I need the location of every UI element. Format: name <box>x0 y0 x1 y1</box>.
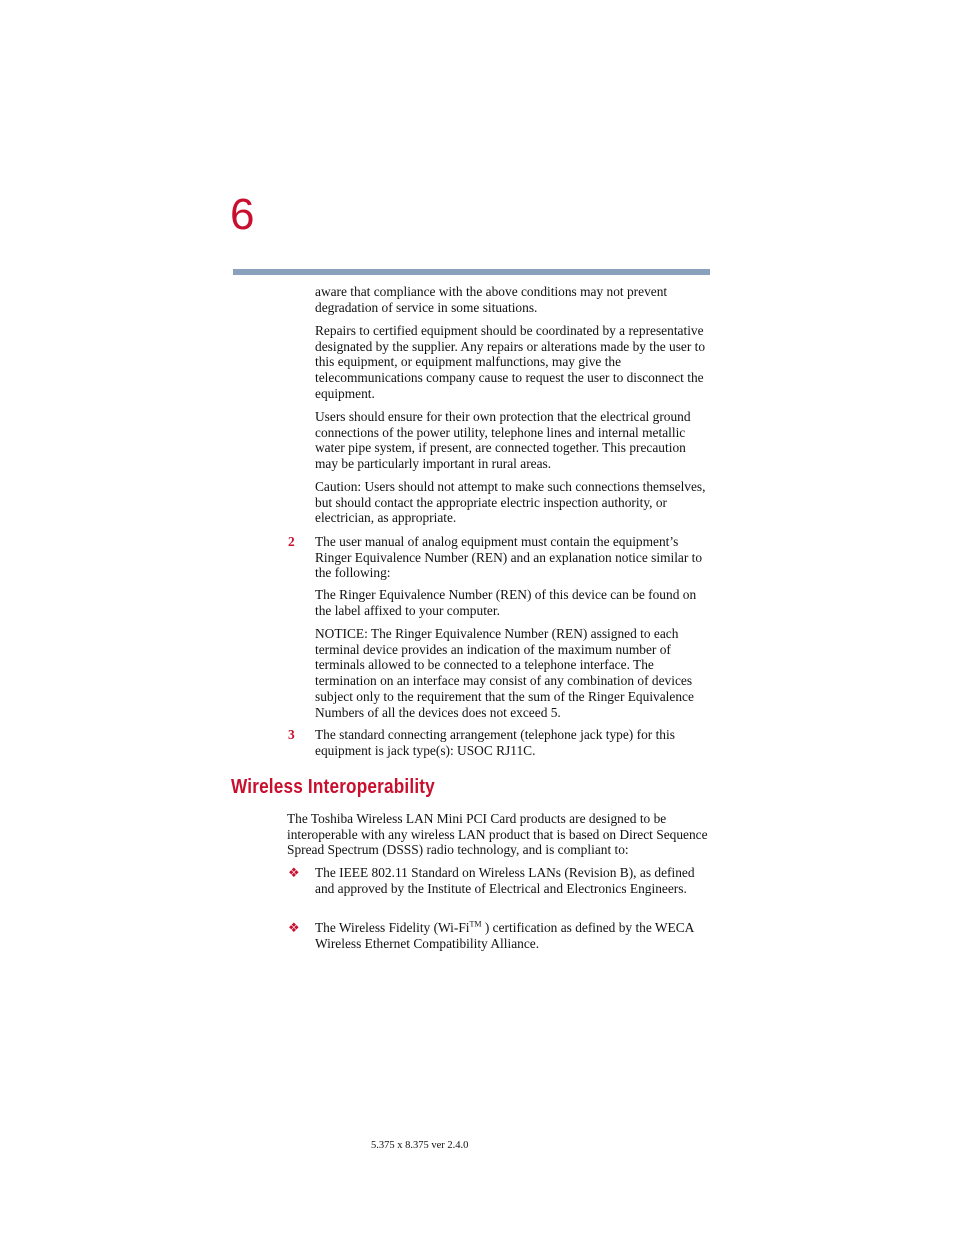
list-item-text: The user manual of analog equipment must contain the equipment’s Ringer Equivalence Number (REN) and an explanation notice similar to the following: <box>315 534 703 581</box>
bullet-text-after: ) certification as defined by the WECA Wireless Ethernet Compatibility Alliance. <box>315 920 694 951</box>
bullet-text-before: The Wireless Fidelity (Wi-Fi <box>315 920 470 935</box>
bullet-diamond-icon: ❖ <box>288 920 300 935</box>
page-number: 6 <box>230 190 255 239</box>
list-number: 2 <box>288 534 295 549</box>
paragraph-notice: NOTICE: The Ringer Equivalence Number (REN) assigned to each terminal device provides an indication of the maximum number of terminals allowed to be connected to a telephone interface. The termination on an interface may consist of any combination of devices subject only to the requirement that the sum of the Ringer Equivalence Numbers of all the devices does not exceed 5. <box>315 626 694 720</box>
header-rule <box>233 269 710 275</box>
paragraph-ren-label: The Ringer Equivalence Number (REN) of this device can be found on the label affixed to your computer. <box>315 587 697 618</box>
paragraph-caution: Caution: Users should not attempt to make such connections themselves, but should contact the appropriate electric inspection authority, or electrician, as appropriate. <box>315 479 706 526</box>
paragraph-ground: Users should ensure for their own protection that the electrical ground connections of the power utility, telephone lines and internal metallic water pipe system, if present, are connected together. This precaution may be particularly important in rural areas. <box>315 409 691 472</box>
bullet-item-text <box>315 920 710 951</box>
section-intro: The Toshiba Wireless LAN Mini PCI Card products are designed to be interoperable with any wireless LAN product that is based on Direct Sequence Spread Spectrum (DSSS) radio technology, and is compliant to: <box>287 811 708 858</box>
bullet-diamond-icon: ❖ <box>288 865 300 880</box>
list-item-text: The standard connecting arrangement (telephone jack type) for this equipment is jack type(s): USOC RJ11C. <box>315 727 675 758</box>
section-heading: Wireless Interoperability <box>231 776 435 798</box>
bullet-item-text: The IEEE 802.11 Standard on Wireless LANs (Revision B), as defined and approved by the Institute of Electrical and Electronics Engineers. <box>315 865 695 896</box>
trademark-superscript: TM <box>469 919 482 929</box>
footer-version: 5.375 x 8.375 ver 2.4.0 <box>371 1140 469 1151</box>
paragraph-continuation: aware that compliance with the above conditions may not prevent degradation of service in some situations. <box>315 284 668 315</box>
list-number: 3 <box>288 727 295 742</box>
paragraph-repairs: Repairs to certified equipment should be coordinated by a representative designated by the supplier. Any repairs or alterations made by the user to this equipment, or equipment malfunctions, may give the telecommunications company cause to request the user to disconnect the equipment. <box>315 323 706 401</box>
